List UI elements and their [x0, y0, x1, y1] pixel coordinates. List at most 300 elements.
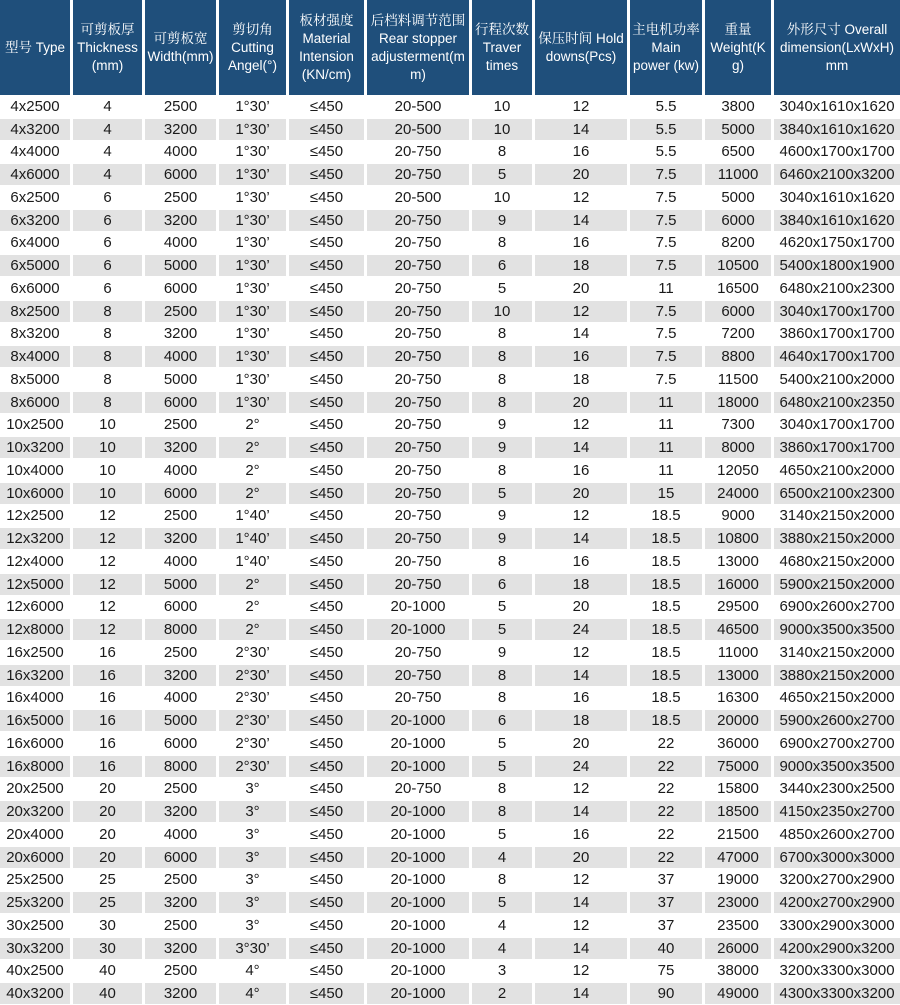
cell-hold-downs: 16 [535, 346, 627, 367]
cell-traver-times: 5 [472, 756, 532, 777]
cell-overall-dimension: 3140x2150x2000 [774, 642, 900, 663]
cell-traver-times: 6 [472, 574, 532, 595]
cell-overall-dimension: 6480x2100x2350 [774, 392, 900, 413]
cell-thickness: 4 [73, 96, 142, 117]
cell-rear-stopper: 20-750 [367, 528, 469, 549]
cell-type: 12x8000 [0, 619, 70, 640]
table-row [0, 778, 900, 801]
table-row [0, 869, 900, 892]
cell-weight: 12050 [705, 460, 771, 481]
cell-thickness: 8 [73, 301, 142, 322]
table-row [0, 482, 900, 505]
cell-overall-dimension: 3300x2900x3000 [774, 915, 900, 936]
cell-weight: 36000 [705, 733, 771, 754]
cell-rear-stopper: 20-750 [367, 369, 469, 390]
cell-weight: 49000 [705, 983, 771, 1004]
cell-thickness: 12 [73, 528, 142, 549]
cell-thickness: 8 [73, 346, 142, 367]
cell-material-intension: ≤450 [289, 301, 364, 322]
cell-overall-dimension: 3040x1700x1700 [774, 301, 900, 322]
cell-type: 10x4000 [0, 460, 70, 481]
cell-overall-dimension: 4680x2150x2000 [774, 551, 900, 572]
cell-hold-downs: 14 [535, 983, 627, 1004]
cell-material-intension: ≤450 [289, 665, 364, 686]
cell-main-power: 22 [630, 756, 702, 777]
cell-main-power: 22 [630, 733, 702, 754]
cell-width: 2500 [145, 870, 216, 891]
table-row [0, 573, 900, 596]
cell-width: 4000 [145, 142, 216, 163]
cell-overall-dimension: 4640x1700x1700 [774, 346, 900, 367]
cell-width: 6000 [145, 164, 216, 185]
cell-traver-times: 8 [472, 779, 532, 800]
cell-rear-stopper: 20-750 [367, 574, 469, 595]
cell-cutting-angle: 1°30’ [219, 392, 286, 413]
cell-rear-stopper: 20-1000 [367, 619, 469, 640]
cell-width: 5000 [145, 710, 216, 731]
cell-material-intension: ≤450 [289, 597, 364, 618]
cell-traver-times: 3 [472, 961, 532, 982]
cell-cutting-angle: 4° [219, 983, 286, 1004]
column-header-width: 可剪板宽 Width(mm) [145, 0, 216, 95]
cell-thickness: 12 [73, 597, 142, 618]
cell-weight: 13000 [705, 551, 771, 572]
cell-cutting-angle: 1°40’ [219, 551, 286, 572]
cell-hold-downs: 16 [535, 142, 627, 163]
cell-cutting-angle: 2°30’ [219, 710, 286, 731]
cell-weight: 10500 [705, 255, 771, 276]
cell-width: 2500 [145, 779, 216, 800]
cell-rear-stopper: 20-750 [367, 255, 469, 276]
cell-thickness: 20 [73, 824, 142, 845]
cell-type: 16x4000 [0, 688, 70, 709]
cell-traver-times: 8 [472, 346, 532, 367]
cell-hold-downs: 12 [535, 96, 627, 117]
cell-traver-times: 5 [472, 733, 532, 754]
cell-hold-downs: 16 [535, 233, 627, 254]
cell-traver-times: 8 [472, 142, 532, 163]
column-header-overall-dimension: 外形尺寸 Overall dimension(LxWxH)mm [774, 0, 900, 95]
cell-type: 6x3200 [0, 210, 70, 231]
cell-thickness: 6 [73, 278, 142, 299]
cell-hold-downs: 20 [535, 597, 627, 618]
cell-rear-stopper: 20-750 [367, 483, 469, 504]
cell-rear-stopper: 20-750 [367, 415, 469, 436]
cell-type: 12x4000 [0, 551, 70, 572]
cell-thickness: 4 [73, 119, 142, 140]
cell-thickness: 10 [73, 437, 142, 458]
cell-overall-dimension: 3200x3300x3000 [774, 961, 900, 982]
table-row [0, 254, 900, 277]
cell-rear-stopper: 20-1000 [367, 847, 469, 868]
cell-width: 6000 [145, 278, 216, 299]
cell-cutting-angle: 1°30’ [219, 187, 286, 208]
cell-width: 4000 [145, 824, 216, 845]
cell-type: 40x3200 [0, 983, 70, 1004]
cell-overall-dimension: 3040x1700x1700 [774, 415, 900, 436]
cell-rear-stopper: 20-750 [367, 551, 469, 572]
cell-weight: 8800 [705, 346, 771, 367]
cell-thickness: 12 [73, 551, 142, 572]
cell-main-power: 7.5 [630, 233, 702, 254]
cell-thickness: 12 [73, 574, 142, 595]
cell-cutting-angle: 1°30’ [219, 164, 286, 185]
cell-main-power: 37 [630, 870, 702, 891]
cell-cutting-angle: 1°30’ [219, 96, 286, 117]
cell-main-power: 90 [630, 983, 702, 1004]
cell-cutting-angle: 1°30’ [219, 346, 286, 367]
cell-overall-dimension: 6460x2100x3200 [774, 164, 900, 185]
cell-weight: 75000 [705, 756, 771, 777]
cell-thickness: 16 [73, 665, 142, 686]
cell-rear-stopper: 20-750 [367, 210, 469, 231]
cell-rear-stopper: 20-1000 [367, 756, 469, 777]
cell-thickness: 12 [73, 619, 142, 640]
cell-type: 30x3200 [0, 938, 70, 959]
cell-thickness: 20 [73, 801, 142, 822]
cell-rear-stopper: 20-750 [367, 779, 469, 800]
cell-cutting-angle: 1°30’ [219, 324, 286, 345]
cell-type: 6x2500 [0, 187, 70, 208]
cell-thickness: 16 [73, 756, 142, 777]
cell-hold-downs: 12 [535, 870, 627, 891]
cell-cutting-angle: 1°30’ [219, 142, 286, 163]
cell-weight: 9000 [705, 506, 771, 527]
cell-rear-stopper: 20-1000 [367, 801, 469, 822]
cell-weight: 16500 [705, 278, 771, 299]
cell-weight: 18000 [705, 392, 771, 413]
cell-width: 2500 [145, 961, 216, 982]
cell-type: 16x2500 [0, 642, 70, 663]
cell-main-power: 22 [630, 801, 702, 822]
cell-material-intension: ≤450 [289, 142, 364, 163]
cell-overall-dimension: 3040x1610x1620 [774, 187, 900, 208]
cell-material-intension: ≤450 [289, 346, 364, 367]
cell-main-power: 40 [630, 938, 702, 959]
cell-weight: 46500 [705, 619, 771, 640]
cell-overall-dimension: 5400x2100x2000 [774, 369, 900, 390]
cell-thickness: 16 [73, 710, 142, 731]
cell-main-power: 11 [630, 392, 702, 413]
cell-cutting-angle: 1°30’ [219, 255, 286, 276]
cell-cutting-angle: 3° [219, 847, 286, 868]
cell-type: 6x4000 [0, 233, 70, 254]
cell-width: 3200 [145, 210, 216, 231]
cell-material-intension: ≤450 [289, 824, 364, 845]
cell-cutting-angle: 1°30’ [219, 369, 286, 390]
cell-material-intension: ≤450 [289, 870, 364, 891]
cell-width: 2500 [145, 415, 216, 436]
cell-rear-stopper: 20-750 [367, 301, 469, 322]
table-row [0, 664, 900, 687]
cell-traver-times: 4 [472, 915, 532, 936]
cell-traver-times: 10 [472, 119, 532, 140]
cell-hold-downs: 16 [535, 824, 627, 845]
cell-overall-dimension: 3860x1700x1700 [774, 437, 900, 458]
cell-thickness: 8 [73, 369, 142, 390]
cell-main-power: 11 [630, 437, 702, 458]
cell-rear-stopper: 20-500 [367, 187, 469, 208]
cell-cutting-angle: 1°30’ [219, 233, 286, 254]
cell-weight: 38000 [705, 961, 771, 982]
table-row [0, 709, 900, 732]
cell-cutting-angle: 2°30’ [219, 665, 286, 686]
table-row [0, 209, 900, 232]
cell-hold-downs: 14 [535, 665, 627, 686]
cell-material-intension: ≤450 [289, 528, 364, 549]
cell-overall-dimension: 5900x2150x2000 [774, 574, 900, 595]
cell-cutting-angle: 4° [219, 961, 286, 982]
cell-thickness: 25 [73, 892, 142, 913]
cell-main-power: 18.5 [630, 551, 702, 572]
cell-type: 10x2500 [0, 415, 70, 436]
cell-overall-dimension: 9000x3500x3500 [774, 756, 900, 777]
cell-hold-downs: 14 [535, 324, 627, 345]
column-header-rear-stopper: 后档料调节范围 Rear stopper adjusterment(mm) [367, 0, 469, 95]
cell-rear-stopper: 20-750 [367, 437, 469, 458]
cell-thickness: 16 [73, 642, 142, 663]
cell-width: 4000 [145, 346, 216, 367]
cell-weight: 19000 [705, 870, 771, 891]
cell-main-power: 7.5 [630, 210, 702, 231]
cell-overall-dimension: 3840x1610x1620 [774, 210, 900, 231]
cell-thickness: 12 [73, 506, 142, 527]
cell-hold-downs: 14 [535, 528, 627, 549]
cell-type: 12x3200 [0, 528, 70, 549]
cell-traver-times: 9 [472, 437, 532, 458]
cell-weight: 7300 [705, 415, 771, 436]
cell-overall-dimension: 3440x2300x2500 [774, 779, 900, 800]
table-row [0, 277, 900, 300]
cell-hold-downs: 16 [535, 688, 627, 709]
cell-width: 6000 [145, 733, 216, 754]
cell-material-intension: ≤450 [289, 392, 364, 413]
cell-material-intension: ≤450 [289, 210, 364, 231]
table-row [0, 982, 900, 1005]
cell-main-power: 18.5 [630, 574, 702, 595]
cell-overall-dimension: 9000x3500x3500 [774, 619, 900, 640]
cell-main-power: 15 [630, 483, 702, 504]
cell-weight: 6500 [705, 142, 771, 163]
cell-material-intension: ≤450 [289, 574, 364, 595]
cell-weight: 29500 [705, 597, 771, 618]
table-row [0, 95, 900, 118]
table-row [0, 300, 900, 323]
cell-hold-downs: 20 [535, 847, 627, 868]
cell-main-power: 7.5 [630, 369, 702, 390]
cell-type: 16x5000 [0, 710, 70, 731]
cell-overall-dimension: 6900x2700x2700 [774, 733, 900, 754]
cell-material-intension: ≤450 [289, 961, 364, 982]
cell-thickness: 6 [73, 187, 142, 208]
cell-type: 10x3200 [0, 437, 70, 458]
cell-thickness: 40 [73, 961, 142, 982]
cell-weight: 11500 [705, 369, 771, 390]
table-row [0, 618, 900, 641]
cell-overall-dimension: 4150x2350x2700 [774, 801, 900, 822]
cell-width: 4000 [145, 688, 216, 709]
cell-main-power: 22 [630, 779, 702, 800]
cell-material-intension: ≤450 [289, 801, 364, 822]
table-row [0, 368, 900, 391]
cell-material-intension: ≤450 [289, 164, 364, 185]
table-row [0, 391, 900, 414]
cell-rear-stopper: 20-1000 [367, 733, 469, 754]
cell-rear-stopper: 20-1000 [367, 824, 469, 845]
cell-rear-stopper: 20-1000 [367, 870, 469, 891]
cell-main-power: 22 [630, 824, 702, 845]
cell-hold-downs: 18 [535, 574, 627, 595]
cell-cutting-angle: 1°40’ [219, 506, 286, 527]
cell-weight: 16300 [705, 688, 771, 709]
cell-overall-dimension: 6480x2100x2300 [774, 278, 900, 299]
cell-traver-times: 9 [472, 210, 532, 231]
cell-type: 40x2500 [0, 961, 70, 982]
cell-cutting-angle: 2°30’ [219, 688, 286, 709]
cell-width: 6000 [145, 392, 216, 413]
cell-width: 5000 [145, 255, 216, 276]
cell-type: 20x6000 [0, 847, 70, 868]
cell-material-intension: ≤450 [289, 756, 364, 777]
cell-traver-times: 4 [472, 847, 532, 868]
cell-material-intension: ≤450 [289, 96, 364, 117]
cell-type: 30x2500 [0, 915, 70, 936]
cell-thickness: 10 [73, 483, 142, 504]
cell-thickness: 16 [73, 733, 142, 754]
cell-material-intension: ≤450 [289, 688, 364, 709]
cell-type: 16x6000 [0, 733, 70, 754]
cell-type: 8x2500 [0, 301, 70, 322]
table-row [0, 550, 900, 573]
cell-cutting-angle: 1°30’ [219, 278, 286, 299]
cell-traver-times: 10 [472, 96, 532, 117]
cell-hold-downs: 14 [535, 119, 627, 140]
cell-overall-dimension: 4300x3300x3200 [774, 983, 900, 1004]
cell-rear-stopper: 20-1000 [367, 892, 469, 913]
cell-main-power: 22 [630, 847, 702, 868]
cell-weight: 7200 [705, 324, 771, 345]
cell-hold-downs: 12 [535, 642, 627, 663]
cell-width: 4000 [145, 460, 216, 481]
cell-material-intension: ≤450 [289, 437, 364, 458]
cell-main-power: 18.5 [630, 528, 702, 549]
table-row [0, 755, 900, 778]
cell-width: 5000 [145, 369, 216, 390]
column-header-weight: 重量 Weight(Kg) [705, 0, 771, 95]
cell-type: 16x8000 [0, 756, 70, 777]
cell-hold-downs: 12 [535, 301, 627, 322]
table-row [0, 527, 900, 550]
cell-overall-dimension: 6700x3000x3000 [774, 847, 900, 868]
cell-weight: 47000 [705, 847, 771, 868]
cell-type: 8x5000 [0, 369, 70, 390]
cell-main-power: 11 [630, 460, 702, 481]
cell-hold-downs: 20 [535, 392, 627, 413]
cell-cutting-angle: 3° [219, 801, 286, 822]
table-row [0, 118, 900, 141]
cell-width: 3200 [145, 324, 216, 345]
cell-weight: 24000 [705, 483, 771, 504]
cell-weight: 10800 [705, 528, 771, 549]
cell-overall-dimension: 4650x2150x2000 [774, 688, 900, 709]
cell-hold-downs: 14 [535, 892, 627, 913]
cell-traver-times: 4 [472, 938, 532, 959]
cell-traver-times: 8 [472, 801, 532, 822]
cell-cutting-angle: 3° [219, 824, 286, 845]
cell-width: 2500 [145, 96, 216, 117]
cell-cutting-angle: 3°30’ [219, 938, 286, 959]
cell-thickness: 10 [73, 415, 142, 436]
cell-hold-downs: 12 [535, 779, 627, 800]
cell-cutting-angle: 3° [219, 915, 286, 936]
column-header-type: 型号 Type [0, 0, 70, 95]
cell-main-power: 5.5 [630, 119, 702, 140]
cell-width: 8000 [145, 619, 216, 640]
cell-width: 3200 [145, 938, 216, 959]
cell-hold-downs: 18 [535, 710, 627, 731]
cell-width: 6000 [145, 847, 216, 868]
cell-type: 4x3200 [0, 119, 70, 140]
cell-traver-times: 8 [472, 551, 532, 572]
cell-traver-times: 5 [472, 597, 532, 618]
cell-rear-stopper: 20-750 [367, 665, 469, 686]
cell-cutting-angle: 1°30’ [219, 301, 286, 322]
cell-type: 10x6000 [0, 483, 70, 504]
cell-cutting-angle: 2° [219, 415, 286, 436]
cell-weight: 23500 [705, 915, 771, 936]
cell-material-intension: ≤450 [289, 233, 364, 254]
cell-material-intension: ≤450 [289, 278, 364, 299]
cell-overall-dimension: 3880x2150x2000 [774, 665, 900, 686]
cell-overall-dimension: 4200x2900x3200 [774, 938, 900, 959]
cell-hold-downs: 14 [535, 210, 627, 231]
cell-main-power: 18.5 [630, 597, 702, 618]
cell-overall-dimension: 3880x2150x2000 [774, 528, 900, 549]
cell-width: 2500 [145, 301, 216, 322]
cell-material-intension: ≤450 [289, 119, 364, 140]
table-row [0, 505, 900, 528]
table-row [0, 823, 900, 846]
cell-weight: 6000 [705, 301, 771, 322]
cell-type: 16x3200 [0, 665, 70, 686]
cell-thickness: 4 [73, 164, 142, 185]
cell-width: 2500 [145, 187, 216, 208]
cell-main-power: 37 [630, 892, 702, 913]
cell-traver-times: 6 [472, 710, 532, 731]
cell-overall-dimension: 5900x2600x2700 [774, 710, 900, 731]
cell-traver-times: 9 [472, 642, 532, 663]
cell-type: 20x4000 [0, 824, 70, 845]
cell-weight: 3800 [705, 96, 771, 117]
cell-cutting-angle: 2° [219, 619, 286, 640]
cell-material-intension: ≤450 [289, 779, 364, 800]
cell-overall-dimension: 3040x1610x1620 [774, 96, 900, 117]
cell-thickness: 16 [73, 688, 142, 709]
cell-thickness: 25 [73, 870, 142, 891]
table-row [0, 732, 900, 755]
cell-rear-stopper: 20-1000 [367, 915, 469, 936]
cell-traver-times: 8 [472, 688, 532, 709]
column-header-main-power: 主电机功率 Main power (kw) [630, 0, 702, 95]
cell-main-power: 18.5 [630, 710, 702, 731]
cell-type: 4x6000 [0, 164, 70, 185]
cell-thickness: 8 [73, 324, 142, 345]
cell-width: 3200 [145, 983, 216, 1004]
cell-cutting-angle: 2°30’ [219, 756, 286, 777]
cell-weight: 15800 [705, 779, 771, 800]
cell-cutting-angle: 2° [219, 460, 286, 481]
column-header-cutting-angle: 剪切角 Cutting Angel(°) [219, 0, 286, 95]
